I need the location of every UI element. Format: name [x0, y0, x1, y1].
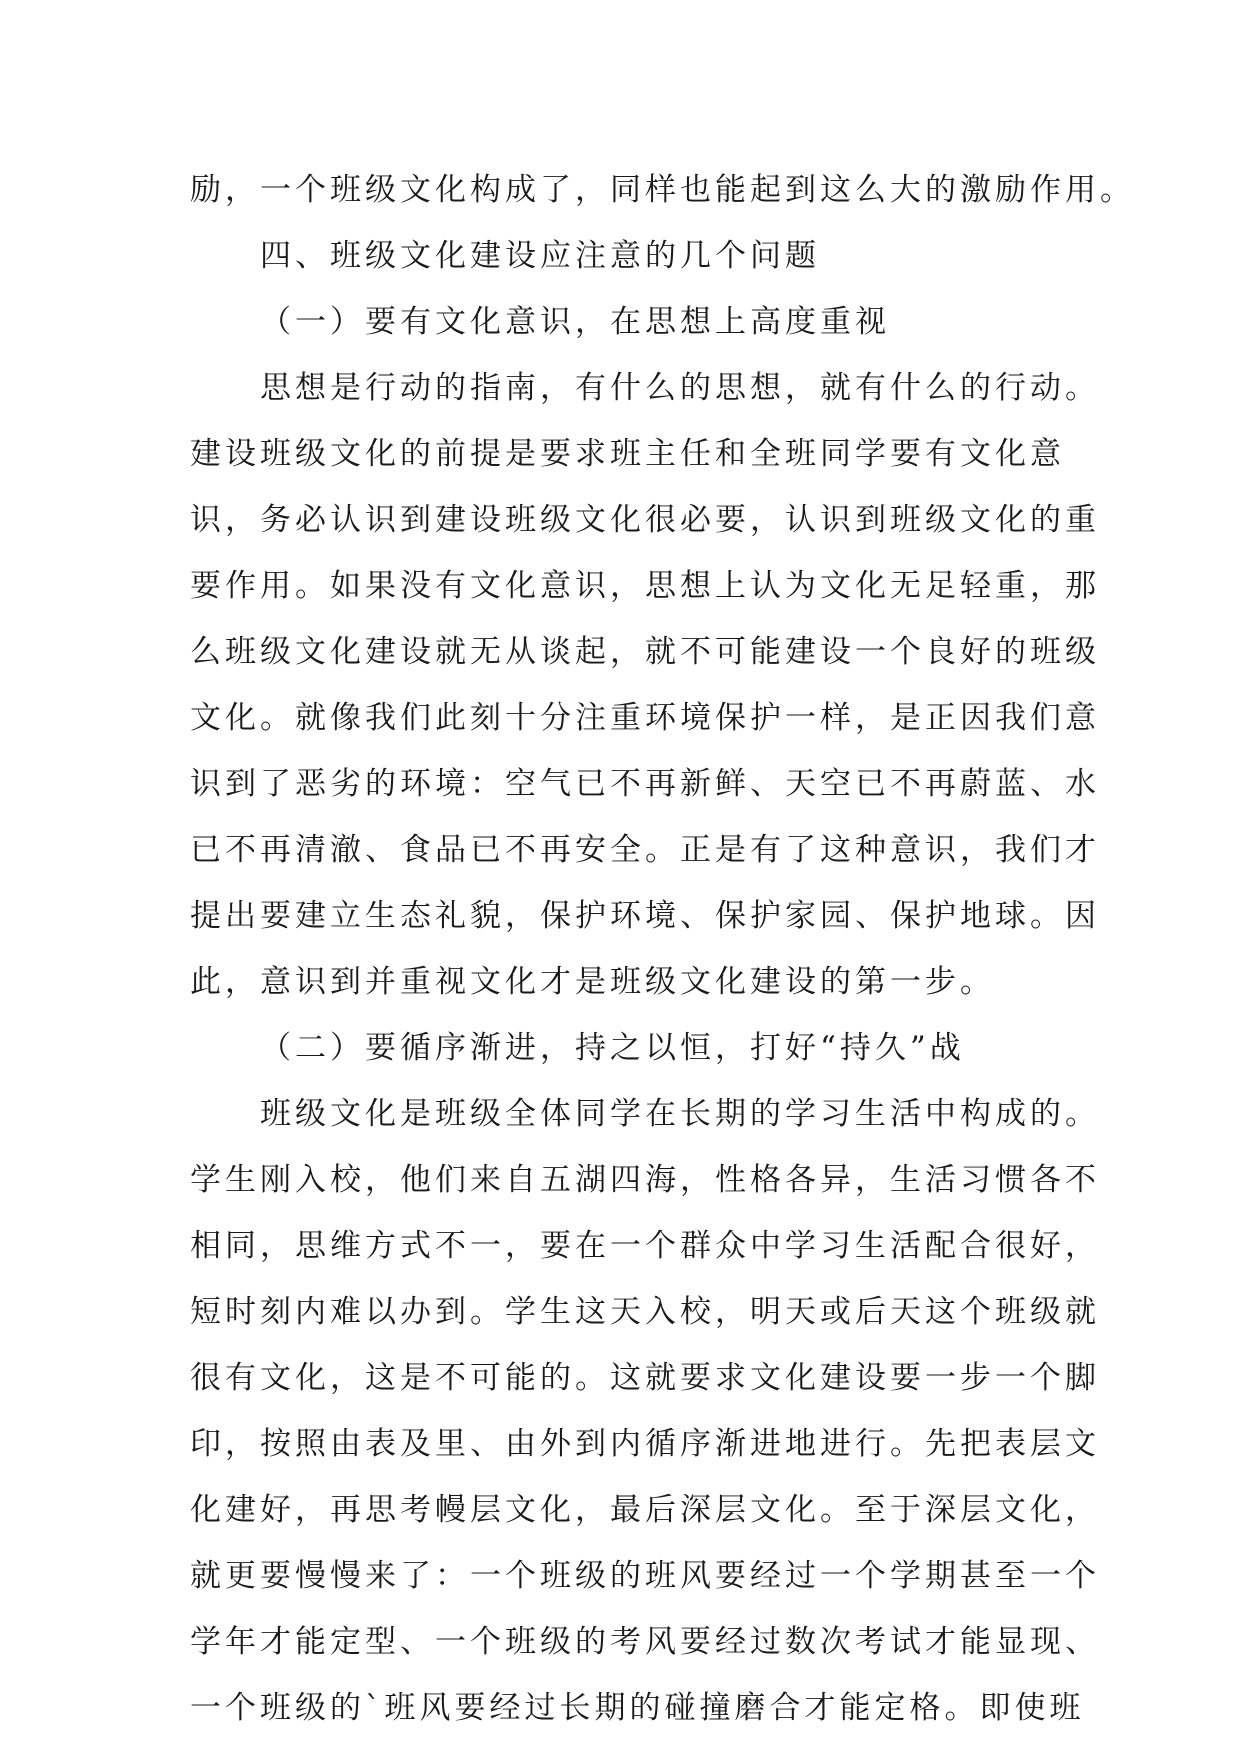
text-line: 相同，思维方式不一，要在一个群众中学习生活配合很好， — [190, 1228, 1100, 1264]
text-line: 么班级文化建设就无从谈起，就不可能建设一个良好的班级 — [190, 634, 1100, 670]
section-heading: 四、班级文化建设应注意的几个问题 — [260, 238, 820, 274]
subsection-heading: （二）要循序渐进，持之以恒，打好“持久”战 — [260, 1030, 965, 1066]
text-line: 学年才能定型、一个班级的考风要经过数次考试才能显现、 — [190, 1624, 1100, 1660]
text-line: 思想是行动的指南，有什么的思想，就有什么的行动。 — [260, 370, 1100, 406]
text-line: 励，一个班级文化构成了，同样也能起到这么大的激励作用。 — [190, 172, 1135, 208]
text-line: 印，按照由表及里、由外到内循序渐进地进行。先把表层文 — [190, 1426, 1100, 1462]
text-line: 要作用。如果没有文化意识，思想上认为文化无足轻重，那 — [190, 568, 1100, 604]
text-line: 很有文化，这是不可能的。这就要求文化建设要一步一个脚 — [190, 1360, 1100, 1396]
text-line: 学生刚入校，他们来自五湖四海，性格各异，生活习惯各不 — [190, 1162, 1100, 1198]
body-text — [190, 157, 1135, 1741]
text-line: 就更要慢慢来了：一个班级的班风要经过一个学期甚至一个 — [190, 1558, 1100, 1594]
subsection-heading: （一）要有文化意识，在思想上高度重视 — [260, 304, 890, 340]
text-line: 提出要建立生态礼貌，保护环境、保护家园、保护地球。因 — [190, 898, 1100, 934]
text-line: 识到了恶劣的环境：空气已不再新鲜、天空已不再蔚蓝、水 — [190, 766, 1100, 802]
text-line: 班级文化是班级全体同学在长期的学习生活中构成的。 — [260, 1096, 1100, 1132]
text-line: 短时刻内难以办到。学生这天入校，明天或后天这个班级就 — [190, 1294, 1100, 1330]
text-line: 一个班级的`班风要经过长期的碰撞磨合才能定格。即使班 — [190, 1690, 1085, 1726]
text-line: 已不再清澈、食品已不再安全。正是有了这种意识，我们才 — [190, 832, 1100, 868]
text-line: 识，务必认识到建设班级文化很必要，认识到班级文化的重 — [190, 502, 1100, 538]
text-line: 文化。就像我们此刻十分注重环境保护一样，是正因我们意 — [190, 700, 1100, 736]
text-line: 此，意识到并重视文化才是班级文化建设的第一步。 — [190, 964, 995, 1000]
text-line: 化建好，再思考幔层文化，最后深层文化。至于深层文化， — [190, 1492, 1100, 1528]
text-line: 建设班级文化的前提是要求班主任和全班同学要有文化意 — [190, 436, 1065, 472]
